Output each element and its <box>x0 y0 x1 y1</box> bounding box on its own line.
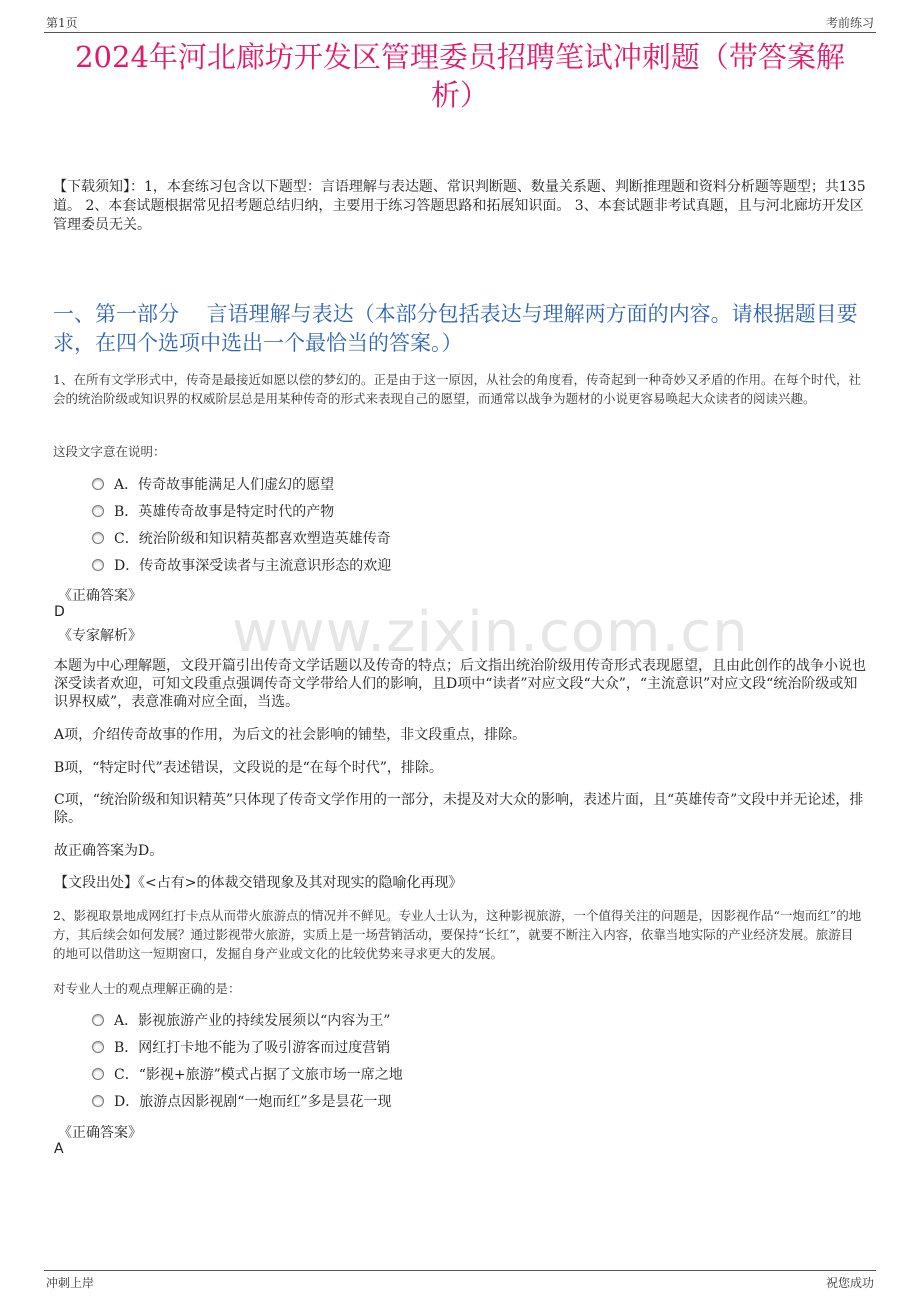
question-1-option-a[interactable] <box>92 474 334 496</box>
header-label: 考前练习 <box>825 16 874 30</box>
correct-answer: D <box>54 604 65 620</box>
radio-button-icon[interactable] <box>92 505 104 517</box>
question-2-option-a[interactable] <box>92 1010 390 1032</box>
option-label: D．旅游点因影视剧“一炮而红”多是昙花一现 <box>114 1094 392 1110</box>
footer-right-text: 祝您成功 <box>825 1276 874 1290</box>
page-footer <box>44 1270 876 1293</box>
question-1-prompt: 这段文字意在说明： <box>53 444 166 459</box>
section-heading: 一、第一部分 言语理解与表达（本部分包括表达与理解两方面的内容。请根据题目要求，在四个选项中选出一个最恰当的答案。） <box>53 302 858 355</box>
document-title: 2024年河北廊坊开发区管理委员招聘笔试冲刺题（带答案解析） <box>75 40 845 112</box>
question-2-option-d[interactable] <box>92 1091 392 1113</box>
radio-button-icon[interactable] <box>92 1014 104 1026</box>
option-label: A．传奇故事能满足人们虚幻的愿望 <box>114 477 335 493</box>
source-citation: 【文段出处】《<占有>的体裁交错现象及其对现实的隐喻化再现》 <box>54 875 463 891</box>
expert-analysis-label: 《专家解析》 <box>58 628 142 644</box>
question-1-option-d[interactable] <box>92 555 391 577</box>
analysis-paragraph: C项，“统治阶级和知识精英”只体现了传奇文学作用的一部分，未提及对大众的影响，表述片面，且“英雄传奇”文段中并无论述，排除。 <box>54 792 864 826</box>
analysis-paragraph: B项，“特定时代”表述错误，文段说的是“在每个时代”，排除。 <box>54 760 443 776</box>
radio-button-icon[interactable] <box>92 1041 104 1053</box>
analysis-paragraph: 本题为中心理解题，文段开篇引出传奇文学话题以及传奇的特点；后文指出统治阶级用传奇形式表现愿望，且由此创作的战争小说也深受读者欢迎，可知文段重点强调传奇文学带给人们的影响，且D项中“读者”对应文段“大众”，“主流意识”对应文段“统治阶级或知识界权威”，表意准确对应全面，当选。 <box>54 658 866 710</box>
question-2-text: 2、影视取景地成网红打卡点从而带火旅游点的情况并不鲜见。专业人士认为，这种影视旅游，一个值得关注的问题是，因影视作品“一炮而红”的地方，其后续会如何发展？通过影视带火旅游，实质上是一场营销活动，要保持“长红”，就要不断注入内容，依靠当地实际的产业经济发展。旅游目的地可以借助这一短期窗口，发掘自身产业或文化的比较优势来寻求更大的发展。 <box>53 908 862 961</box>
question-2-option-b[interactable] <box>92 1037 390 1059</box>
radio-button-icon[interactable] <box>92 559 104 571</box>
page-number: 第1页 <box>46 16 78 30</box>
option-label: B．英雄传奇故事是特定时代的产物 <box>114 504 335 520</box>
page-header <box>44 12 876 33</box>
option-label: A．影视旅游产业的持续发展须以“内容为王” <box>114 1013 391 1029</box>
option-label: D．传奇故事深受读者与主流意识形态的欢迎 <box>114 558 392 574</box>
watermark: www.zixin.com.cn <box>232 600 749 665</box>
question-1-option-b[interactable] <box>92 501 334 523</box>
radio-button-icon[interactable] <box>92 532 104 544</box>
correct-answer-label: 《正确答案》 <box>58 1125 142 1141</box>
option-label: B．网红打卡地不能为了吸引游客而过度营销 <box>114 1040 391 1056</box>
footer-left-text: 冲刺上岸 <box>46 1276 95 1290</box>
question-1-option-c[interactable] <box>92 528 391 550</box>
correct-answer-label: 《正确答案》 <box>58 588 142 604</box>
radio-button-icon[interactable] <box>92 1068 104 1080</box>
question-2-prompt: 对专业人士的观点理解正确的是： <box>53 981 241 996</box>
radio-button-icon[interactable] <box>92 1095 104 1107</box>
option-label: C．统治阶级和知识精英都喜欢塑造英雄传奇 <box>114 531 391 547</box>
radio-button-icon[interactable] <box>92 478 104 490</box>
option-label: C．“影视+旅游”模式占据了文旅市场一席之地 <box>114 1067 403 1083</box>
question-1-text: 1、在所有文学形式中，传奇是最接近如愿以偿的梦幻的。正是由于这一原因，从社会的角度看，传奇起到一种奇妙又矛盾的作用。在每个时代，社会的统治阶级或知识界的权威阶层总是用某种传奇的形式来表现自己的愿望，而通常以战争为题材的小说更容易唤起大众读者的阅读兴趣。 <box>53 372 861 406</box>
correct-answer: A <box>54 1141 64 1157</box>
download-notice: 【下载须知】：1，本套练习包含以下题型：言语理解与表达题、常识判断题、数量关系题、判断推理题和资料分析题等题型；共135道。 2、本套试题根据常见招考题总结归纳，主要用于练习答题思路和拓展知识面。 3、本套试题非考试真题，且与河北廊坊开发区管理委员无关。 <box>53 179 866 233</box>
analysis-paragraph: 故正确答案为D。 <box>54 843 164 859</box>
question-2-option-c[interactable] <box>92 1064 403 1086</box>
analysis-paragraph: A项，介绍传奇故事的作用，为后文的社会影响的铺垫，非文段重点，排除。 <box>54 727 527 743</box>
